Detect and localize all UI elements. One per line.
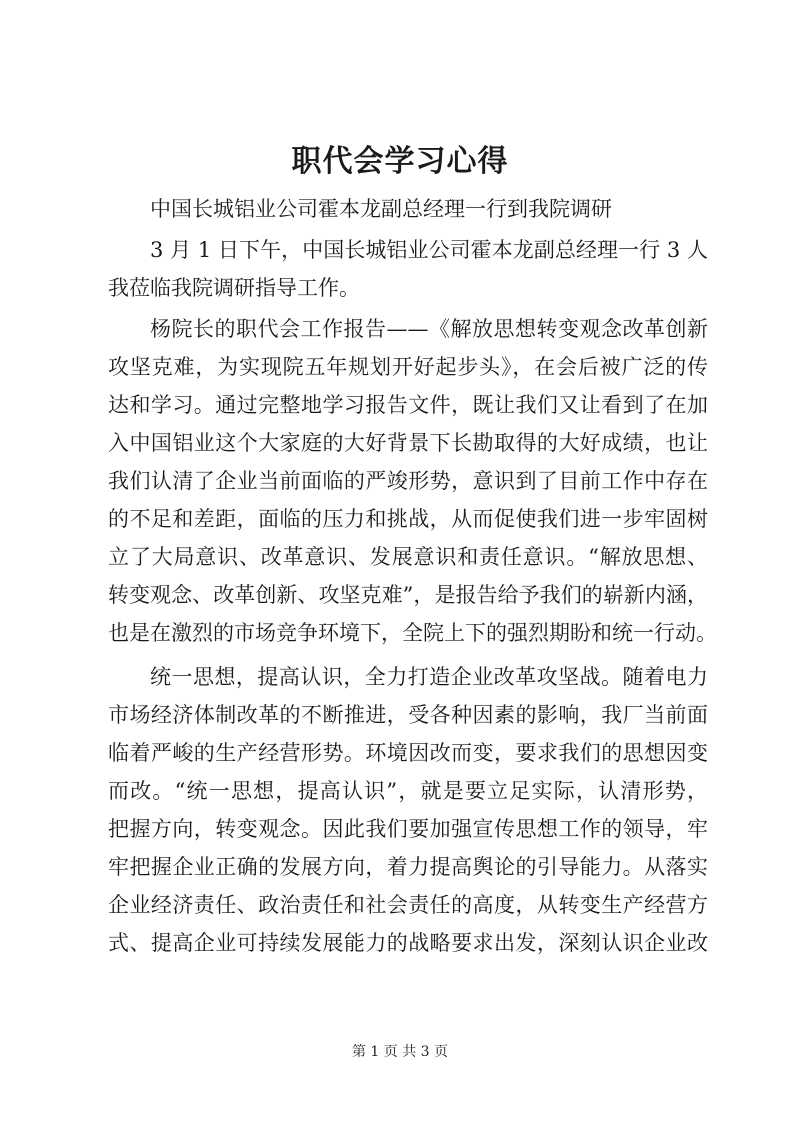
paragraph-2-line-4: 入中国铝业这个大家庭的大好背景下长勘取得的大好成绩，也让 xyxy=(108,431,708,455)
paragraph-3-line-7: 企业经济责任、政治责任和社会责任的高度，从转变生产经营方 xyxy=(108,893,708,917)
paragraph-3-line-5: 把握方向，转变观念。因此我们要加强宣传思想工作的领导，牢 xyxy=(108,817,708,841)
page-title: 职代会学习心得 xyxy=(291,144,509,179)
paragraph-2-line-3: 达和学习。通过完整地学习报告文件，既让我们又让看到了在加 xyxy=(108,393,708,417)
paragraph-2-line-5: 我们认清了企业当前面临的严竣形势，意识到了目前工作中存在 xyxy=(108,469,708,493)
paragraph-3-line-4: 而改。“统一思想，提高认识”，就是要立足实际，认清形势， xyxy=(108,779,708,803)
paragraph-2-line-1: 杨院长的职代会工作报告——《解放思想转变观念改革创新 xyxy=(150,317,708,341)
paragraph-2-line-2: 攻坚克难，为实现院五年规划开好起步头》，在会后被广泛的传 xyxy=(108,355,708,379)
page-indicator: 第 1 页 共 3 页 xyxy=(351,1044,449,1060)
subtitle: 中国长城铝业公司霍本龙副总经理一行到我院调研 xyxy=(150,197,612,221)
paragraph-3-line-3: 临着严峻的生产经营形势。环境因改而变，要求我们的思想因变 xyxy=(108,741,708,765)
paragraph-3-line-6: 牢把握企业正确的发展方向，着力提高舆论的引导能力。从落实 xyxy=(108,855,708,879)
paragraph-3-line-2: 市场经济体制改革的不断推进，受各种因素的影响，我厂当前面 xyxy=(108,703,708,727)
paragraph-1-line-2: 我莅临我院调研指导工作。 xyxy=(108,276,360,300)
paragraph-2-line-6: 的不足和差距，面临的压力和挑战，从而促使我们进一步牢固树 xyxy=(108,507,708,531)
paragraph-3-line-1: 统一思想，提高认识，全力打造企业改革攻坚战。随着电力 xyxy=(150,665,708,689)
paragraph-1-line-1: 3 月 1 日下午，中国长城铝业公司霍本龙副总经理一行 3 人 xyxy=(150,238,708,262)
paragraph-3-line-8: 式、提高企业可持续发展能力的战略要求出发，深刻认识企业改 xyxy=(108,931,708,955)
paragraph-2-line-8: 转变观念、改革创新、攻坚克难”，是报告给予我们的崭新内涵， xyxy=(108,583,708,607)
paragraph-2-line-7: 立了大局意识、改革意识、发展意识和责任意识。“解放思想、 xyxy=(108,545,708,569)
paragraph-2-line-9: 也是在激烈的市场竞争环境下，全院上下的强烈期盼和统一行动。 xyxy=(108,621,717,645)
